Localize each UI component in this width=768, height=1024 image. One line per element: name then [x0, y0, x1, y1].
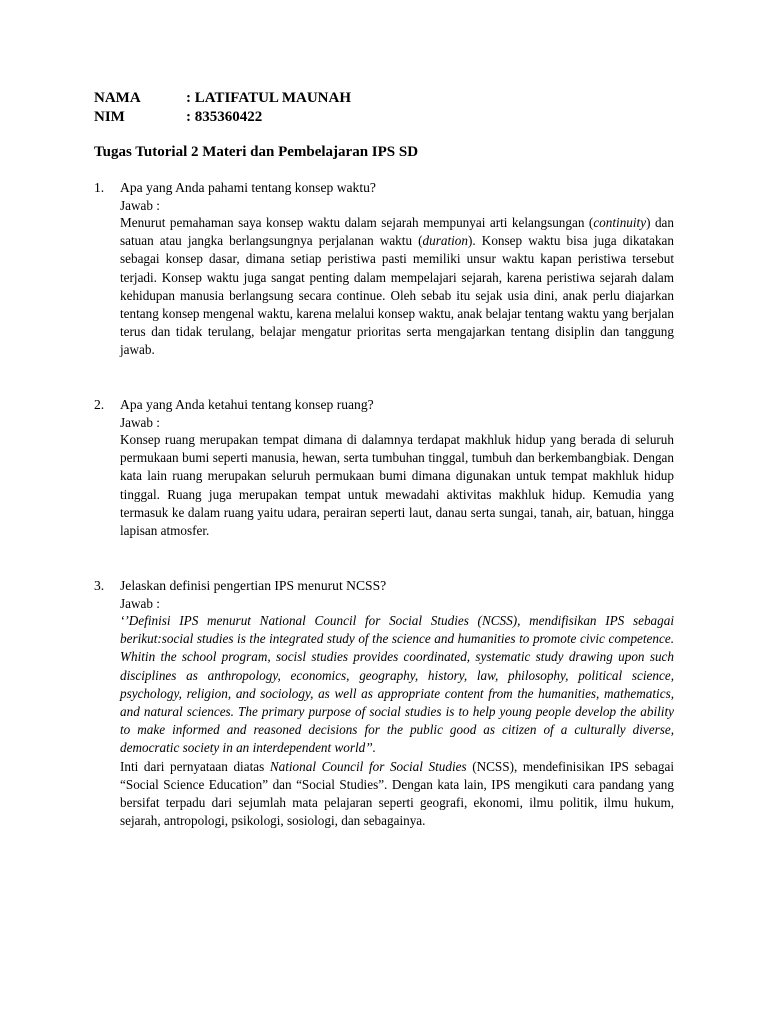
question-2-number: 2. [94, 397, 105, 412]
answer-1-text-c: ). Konsep waktu bisa juga dikatakan sebagai konsep dasar, dimana setiap peristiwa pasti memiliki unsur waktu kapan peristiwa tersebut terjadi. Konsep waktu juga sangat penting dalam mempelajari sejarah, karena peristiwa sejarah dalam kehidupan manusia berlangsung secara continue. Oleh sebab itu sejak usia dini, anak perlu diajarkan tentang konsep mengenal waktu, karena melalui konsep waktu, anak belajar tentang waktu yang berjalan terus dan tidak terulang, belajar mengatur prioritas serta mengajarkan tentang disiplin dan tanggung jawab. [120, 233, 674, 358]
question-2-jawab-label: Jawab : [120, 415, 160, 430]
answer-3-term-ncss: National Council for Social Studies [269, 758, 467, 774]
name-row [94, 89, 351, 108]
question-3-jawab-label: Jawab : [120, 596, 160, 611]
question-1-number: 1. [94, 180, 105, 195]
question-2-text: Apa yang Anda ketahui tentang konsep ruang? [120, 397, 374, 412]
question-1-jawab-label: Jawab : [120, 198, 160, 213]
nim-row [94, 108, 262, 127]
answer-3-text-b: (NCSS), mendefinisikan IPS sebagai “Social Science Education” dan “Social Studies”. Dengan kata lain, IPS mengikuti cara pandang yang bersifat terpadu dari sejumlah mata pelajaran seperti geografi, ekonomi, ilmu politik, ilmu hukum, sejarah, antropologi, psikologi, sosiologi, dan sebagainya. [120, 758, 674, 829]
question-3 [94, 576, 674, 830]
question-2-heading [94, 395, 674, 414]
name-value: : LATIFATUL MAUNAH [186, 90, 351, 106]
document-title: Tugas Tutorial 2 Materi dan Pembelajaran IPS SD [94, 144, 419, 160]
question-3-heading [94, 576, 674, 595]
answer-1-term-continuity: continuity [593, 215, 647, 230]
answer-1-term-duration: duration [422, 233, 468, 249]
nim-label: NIM [94, 109, 125, 125]
question-1-text: Apa yang Anda pahami tentang konsep waktu? [120, 180, 376, 195]
answer-3-text-a: Inti dari pernyataan diatas [120, 758, 270, 774]
question-3-answer [120, 758, 674, 831]
question-1-heading [94, 178, 674, 197]
nim-value: : 835360422 [186, 109, 263, 125]
question-3-number: 3. [94, 578, 105, 593]
answer-1-text-a: Menurut pemahaman saya konsep waktu dalam sejarah mempunyai arti kelangsungan ( [120, 215, 594, 230]
question-3-text: Jelaskan definisi pengertian IPS menurut NCSS? [120, 578, 387, 593]
question-2 [94, 395, 674, 540]
question-3-ncss-quote: ‘’Definisi IPS menurut National Council for Social Studies (NCSS), mendifisikan IPS sebagai berikut:social studies is the integrated study of the science and humanities to promote civic competence. Whitin the school program, socisl studies provides coordinated, systematic study drawing upon such disciplines as anthropology, economics, geography, history, law, philosophy, political science, psychology, religion, and sociology, as well as appropriate content from the humanities, mathematics, and natural sciences. The primary purpose of social studies is to help young people develop the ability to make informed and reasoned decisions for the public good as citizen of a culturally diverse, democratic society in an interdependent world’’. [120, 613, 674, 756]
answer-1-text-b: ) dan satuan atau jangka berlangsungnya perjalanan waktu ( [120, 215, 674, 249]
name-label: NAMA [94, 90, 141, 106]
question-1 [94, 178, 674, 360]
question-1-answer [120, 214, 674, 360]
question-2-answer: Konsep ruang merupakan tempat dimana di dalamnya terdapat makhluk hidup yang berada di seluruh permukaan bumi seperti manusia, hewan, serta tumbuhan tinggal, tumbuh dan berkembangbiak. Dengan kata lain ruang merupakan seluruh permukaan bumi dimana digunakan untuk tempat makhluk hidup tinggal. Ruang juga merupakan tempat untuk mewadahi aktivitas makhluk hidup. Kemudia yang termasuk ke dalam ruang yaitu udara, perairan seperti laut, danau serta sungai, tanah, air, batuan, hingga lapisan atmosfer. [120, 432, 674, 539]
